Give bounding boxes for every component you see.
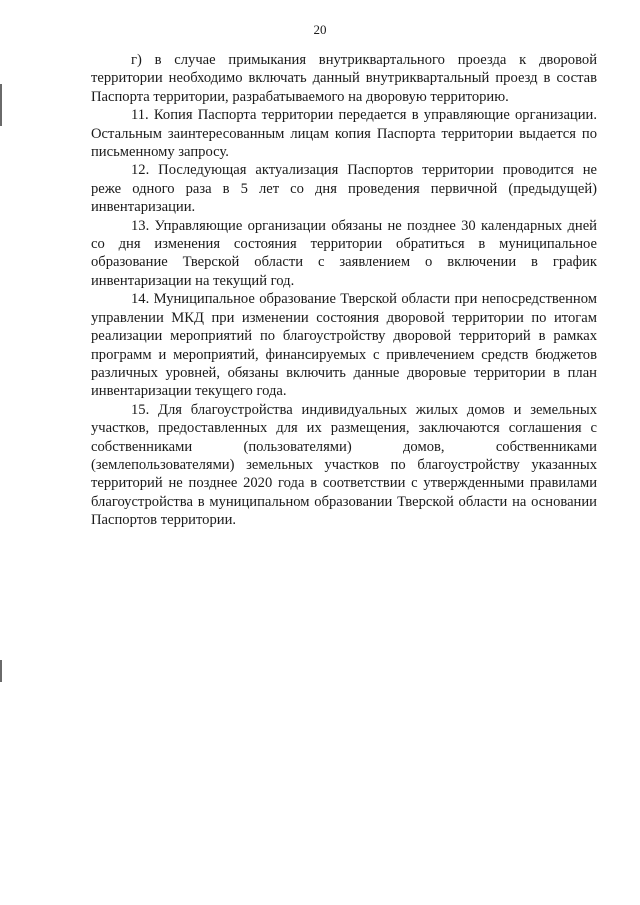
paragraph-11: 11. Копия Паспорта территории передается в управляющие организации. Остальным заинтересованным лицам копия Паспорта территории выдается по письменному запросу. (91, 107, 597, 161)
scan-edge-mark (0, 84, 2, 126)
paragraph-15: 15. Для благоустройства индивидуальных жилых домов и земельных участков, предоставленных для их размещения, заключаются соглашения с собственниками (пользователями) домов, собственниками (землепользователями) земельных участков по благоустройству указанных территорий не позднее 2020 года в соответствии с утвержденными правилами благоустройства в муниципальном образовании Тверской области на основании Паспортов территории. (91, 401, 597, 529)
page-number: 20 (313, 22, 327, 37)
scan-edge-mark (0, 660, 2, 682)
document-body (91, 51, 597, 530)
paragraph-item-g: г) в случае примыкания внутриквартального проезда к дворовой территории необходимо включать данный внутриквартальный проезд в состав Паспорта территории, разрабатываемого на дворовую территорию. (91, 52, 597, 105)
paragraph-12: 12. Последующая актуализация Паспортов территории проводится не реже одного раза в 5 лет со дня проведения первичной (предыдущей) инвентаризации. (91, 162, 597, 216)
paragraph-14: 14. Муниципальное образование Тверской области при непосредственном управлении МКД при изменении состояния дворовой территории по итогам реализации мероприятий по благоустройству дворовой территорий в рамках программ и мероприятий, финансируемых с привлечением средств бюджетов различных уровней, обязаны включить данные дворовые территории в план инвентаризации текущего года. (91, 291, 597, 400)
paragraph-13: 13. Управляющие организации обязаны не позднее 30 календарных дней со дня изменения состояния территории обратиться в муниципальное образование Тверской области с заявлением о включении в график инвентаризации на текущий год. (91, 217, 597, 289)
